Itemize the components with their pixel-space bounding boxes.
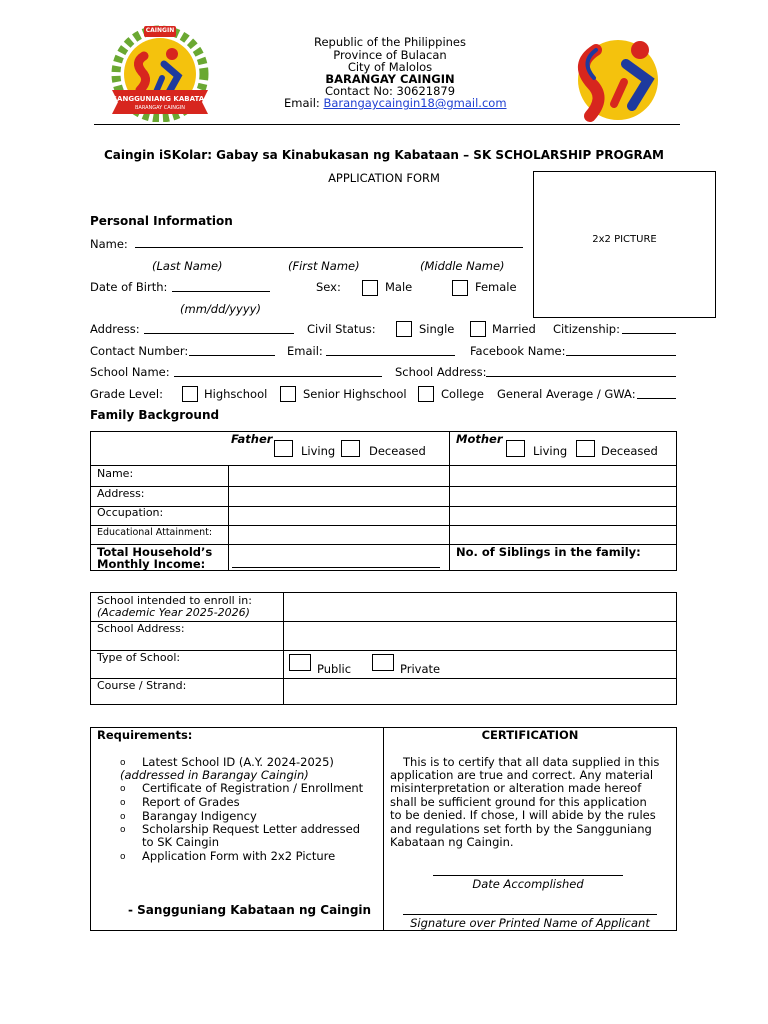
photo-box-label: 2x2 PICTURE [592,234,657,245]
name-field[interactable] [135,247,523,248]
header-email-link[interactable]: Barangaycaingin18@gmail.com [323,96,507,110]
private-label: Private [400,662,441,676]
senior-highschool-label: Senior Highschool [303,387,407,401]
req-item-2: Certificate of Registration / Enrollment [142,781,364,795]
mother-living-checkbox[interactable] [506,440,525,457]
req-item-1-note: (addressed in Barangay Caingin) [120,768,309,782]
academic-year-caption: (Academic Year 2025-2026) [97,606,250,619]
first-name-caption: (First Name) [288,259,360,273]
public-checkbox[interactable] [289,654,311,671]
header-province: Province of Bulacan [333,48,447,62]
req-bullet-5: o [120,825,126,835]
certification-heading: CERTIFICATION [481,728,579,742]
college-checkbox[interactable] [418,386,434,402]
req-item-5-cont: to SK Caingin [142,835,220,849]
req-item-5: Scholarship Request Letter addressed [142,822,361,836]
logo-ribbon-text: SANGGUNIANG KABATAAN [112,95,216,103]
school-address-label: School Address: [395,365,487,379]
contact-number-label: Contact Number: [90,344,189,358]
citizenship-label: Citizenship: [553,322,620,336]
intended-school-label: School intended to enroll in: [97,594,252,607]
req-item-4: Barangay Indigency [142,809,257,823]
private-checkbox[interactable] [372,654,394,671]
female-checkbox[interactable] [452,280,468,296]
college-label: College [441,387,484,401]
highschool-checkbox[interactable] [182,386,198,402]
form-title: Caingin iSKolar: Gabay sa Kinabukasan ng Kabataan – SK SCHOLARSHIP PROGRAM [104,148,664,162]
grade-level-label: Grade Level: [90,387,163,401]
contact-number-field[interactable] [189,355,275,356]
citizenship-field[interactable] [622,333,676,334]
civil-status-label: Civil Status: [307,322,376,336]
family-row-address: Address: [97,487,145,500]
father-living-checkbox[interactable] [274,440,293,457]
mother-deceased-checkbox[interactable] [576,440,595,457]
req-bullet-6: o [120,852,126,862]
income-field[interactable] [232,567,440,568]
family-col-line-2 [449,431,450,571]
logo-ribbon-subtext: BARANGAY CAINGIN [134,105,186,111]
cert-line-4: shall be sufficient ground for this application [390,795,647,809]
sk-logo-right [566,30,666,122]
facebook-field[interactable] [566,355,676,356]
married-label: Married [492,322,536,336]
mother-heading: Mother [456,432,503,446]
family-row-line-3 [90,506,677,507]
sk-caingin-logo [106,22,214,122]
signature-field[interactable] [403,914,657,915]
date-accomplished-label: Date Accomplished [472,877,584,891]
school-type-label: Type of School: [97,651,181,664]
header-contact: Contact No: 30621879 [324,84,456,98]
mother-living-label: Living [533,444,568,458]
single-label: Single [419,322,455,336]
family-heading: Family Background [90,408,220,422]
public-label: Public [317,662,352,676]
gwa-field[interactable] [637,398,676,399]
mother-deceased-label: Deceased [601,444,658,458]
email-label: Email: [287,344,323,358]
personal-info-heading: Personal Information [90,214,233,228]
highschool-label: Highschool [204,387,268,401]
req-bullet-4: o [120,812,126,822]
senior-highschool-checkbox[interactable] [280,386,296,402]
school-address-field[interactable] [486,376,676,377]
middle-name-caption: (Middle Name) [420,259,505,273]
father-living-label: Living [301,444,336,458]
family-row-education: Educational Attainment: [97,527,213,538]
address-label: Address: [90,322,140,336]
family-row-line-1 [90,465,677,466]
requirements-heading: Requirements: [97,728,193,742]
email-field[interactable] [326,355,455,356]
req-item-1: Latest School ID (A.Y. 2024-2025) [142,755,334,769]
form-subtitle: APPLICATION FORM [328,171,440,185]
facebook-label: Facebook Name: [470,344,566,358]
cert-line-5: to be denied. If chose, I will abide by the rules [390,808,656,822]
header-email-label: Email: [284,96,320,110]
school-name-field[interactable] [174,376,382,377]
cert-line-6: and regulations set forth by the Sangguniang [390,822,652,836]
income-label-line1: Total Household’s [97,545,213,559]
last-name-caption: (Last Name) [152,259,223,273]
family-row-line-4 [90,525,677,526]
father-deceased-checkbox[interactable] [341,440,360,457]
req-item-3: Report of Grades [142,795,240,809]
father-deceased-label: Deceased [369,444,426,458]
school-name-label: School Name: [90,365,170,379]
header-divider [94,124,680,125]
header-city: City of Malolos [347,60,433,74]
signature-label: Signature over Printed Name of Applicant [410,916,650,930]
married-checkbox[interactable] [470,321,486,337]
cert-line-3: misinterpretation or alteration made hereof [390,781,642,795]
male-label: Male [385,280,413,294]
logo-top-text: CAINGIN [145,27,175,34]
male-checkbox[interactable] [362,280,378,296]
family-row-line-2 [90,486,677,487]
name-label: Name: [90,237,128,251]
req-item-6: Application Form with 2x2 Picture [142,849,336,863]
family-col-line-1 [228,465,229,571]
cert-line-2: application are true and correct. Any material [390,768,654,782]
siblings-label: No. of Siblings in the family: [456,545,641,559]
family-row-name: Name: [97,467,134,480]
income-label-line2: Monthly Income: [97,557,206,571]
date-accomplished-field[interactable] [433,875,623,876]
cert-line-1: This is to certify that all data supplied in this [403,755,660,769]
single-checkbox[interactable] [396,321,412,337]
dob-label: Date of Birth: [90,280,168,294]
photo-box[interactable] [533,171,716,318]
family-row-occupation: Occupation: [97,506,164,519]
sex-label: Sex: [316,280,341,294]
req-bullet-1: o [120,758,126,768]
cert-line-7: Kabataan ng Caingin. [390,835,514,849]
dob-field[interactable] [172,291,270,292]
school-address-row-label: School Address: [97,622,185,635]
header-barangay: BARANGAY CAINGIN [325,72,455,86]
dob-format-caption: (mm/dd/yyyy) [180,302,261,316]
gwa-label: General Average / GWA: [497,387,636,401]
address-field[interactable] [144,333,294,334]
req-bullet-3: o [120,798,126,808]
father-heading: Father [231,432,273,446]
course-strand-label: Course / Strand: [97,679,187,692]
school-col-line [283,592,284,705]
female-label: Female [475,280,517,294]
header-republic: Republic of the Philippines [313,35,467,49]
sk-signoff: - Sangguniang Kabataan ng Caingin [128,903,372,917]
req-bullet-2: o [120,784,126,794]
header-email-row [284,96,507,110]
req-cert-divider [383,727,384,931]
